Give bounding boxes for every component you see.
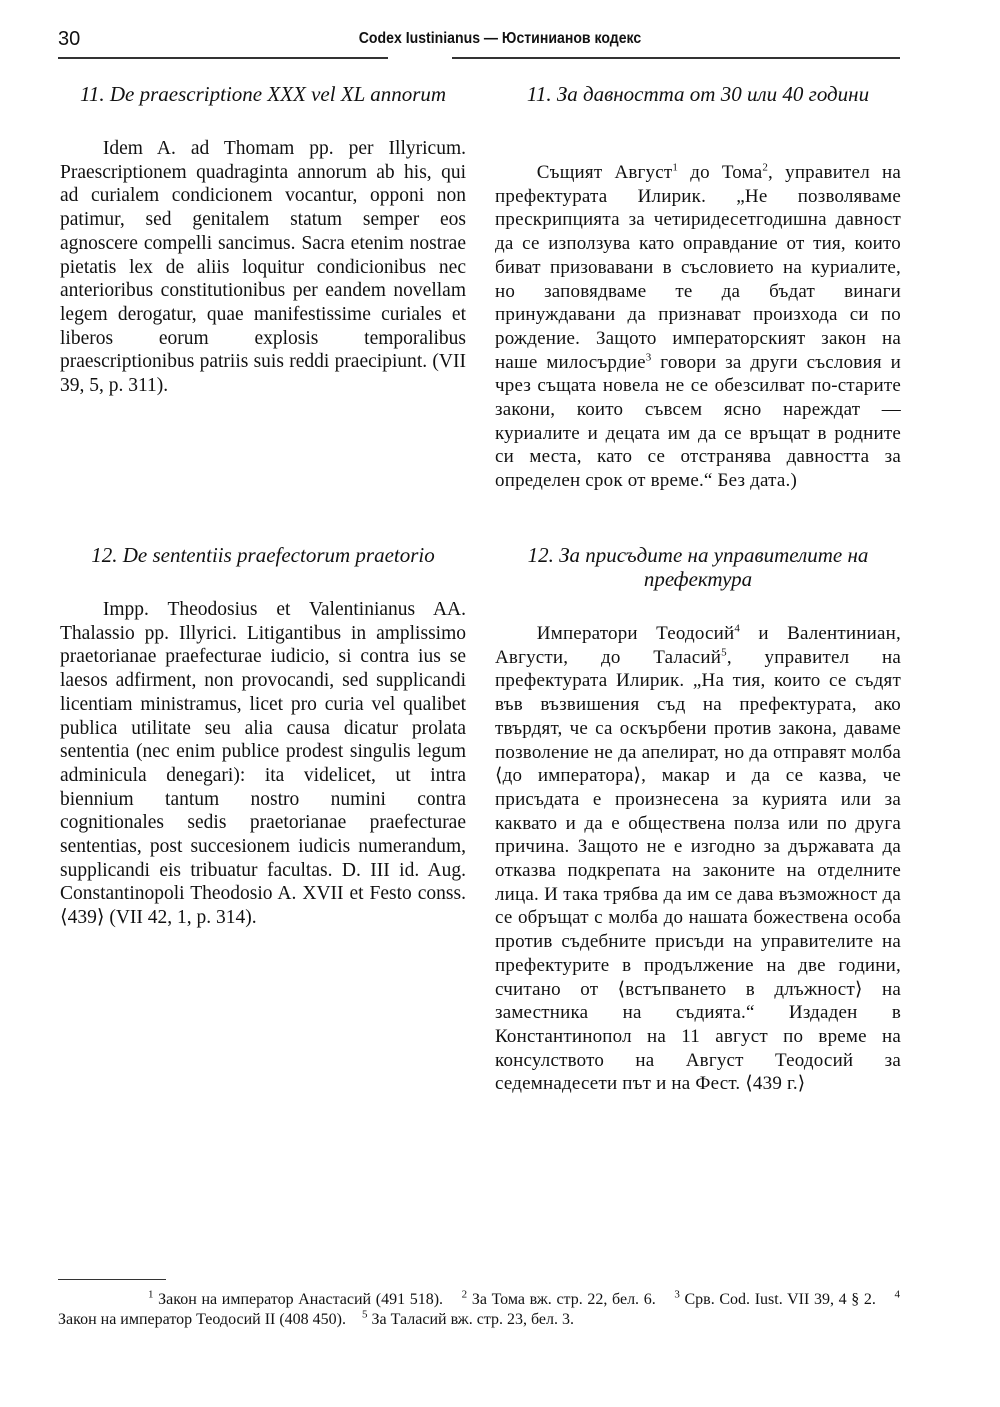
section-12-latin bbox=[60, 543, 466, 930]
section-heading: 12. De sententiis praefectorum praetorio bbox=[91, 543, 435, 567]
footnote-mark: 1 bbox=[148, 1288, 154, 1301]
footnotes bbox=[58, 1290, 900, 1330]
section-11-latin bbox=[60, 82, 466, 398]
running-title: Codex Iustinianus — Юстинианов кодекс bbox=[358, 30, 642, 47]
section-heading: 12. За присъдите на управителите на префектура bbox=[527, 543, 869, 591]
footnote-mark: 4 bbox=[894, 1288, 901, 1301]
footnote-ref[interactable]: 1 bbox=[672, 161, 679, 174]
section-heading: 11. За давността от 30 или 40 години bbox=[526, 82, 870, 106]
footnote-ref[interactable]: 4 bbox=[734, 622, 741, 635]
footnote-text: За Тома вж. стр. 22, бел. 6. bbox=[471, 1291, 656, 1308]
header-rule-right bbox=[452, 57, 900, 59]
footnote-ref[interactable]: 2 bbox=[762, 161, 769, 174]
footnote-mark: 2 bbox=[461, 1288, 468, 1301]
footnote-ref[interactable]: 5 bbox=[721, 646, 727, 659]
section-body: Същият Август$^1$ до Тома$^2$, управител на префектурата Илирик. „Не позволяваме прескрипцията за четиридесетгодишна давност да се използува като оправдание от тия, които биват призовавани в съсловието на куриалите, но заповядваме те да бъдат винаги принуждавани да признават произхода си по рождение. Защото императорският закон на наше милосърдие$^3$ говори за други съсловия и чрез същата новела не се обезсилват по-старите закони, които съвсем ясно нареждат — куриалите и децата им да се връщат в родните си места, като се отстранява давността за определен срок от време.“ Без дата.) bbox=[495, 161, 901, 492]
section-11-bulgarian bbox=[495, 82, 901, 493]
section-body: Императори Теодосий$^4$ и Валентиниан, Августи, до Таласий$^5$, управител на префектурата Илирик. „На тия, които се съдят във възвишения съд на префектурата, ако твърдят, че са оскърбени против закона, даваме позволение не да апелират, но да отправят молба ⟨до императора⟩, макар и да се казва, че присъдата е произнесена за курията или за каквато и да е обществена полза или по друга причина. Защото не е изгодно за държавата да отказва подкрепата на законите на отделните лица. И така трябва да им се дава възможност да се обръщат с молба до нашата божествена особа против съдебните присъди на управителите на префектурите в продължение на две години, считано от ⟨встъпването в длъжност⟩ на заместника на съдията.“ Издаден в Константинопол на 11 август по време на консулството на Август Теодосий за седемнадесети път и на Фест. ⟨439 г.⟩ bbox=[495, 622, 901, 1095]
section-body: Impp. Theodosius et Valentinianus AA. Thalassio pp. Illyrici. Litigantibus in amplissimo praetorianae praefecturae iudicio, si contra ius se laesos adfirment, non provocandi, sed supplicandi licentiam ministramus, licet pro curia vel qualibet publica utilitate seu alia causa dicatur prolata sententia (nec enim publice prodest singulis legum adminicula denegari): ita videlicet, ut intra biennium tantum nostro numini contra cognitionales sedis praetorianae praefecturae sententias, post succesionem iudicis numerandum, supplicandi eis tribuatur facultas. D. III id. Aug. Constantinopoli Theodosio A. XVII et Festo conss. ⟨439⟩ (VII 42, 1, p. 314). bbox=[60, 599, 466, 929]
section-heading: 11. De praescriptione XXX vel XL annorum bbox=[79, 82, 447, 106]
header-rule-left bbox=[58, 57, 388, 59]
section-body: Idem A. ad Thomam pp. per Illyricum. Praescriptionem quadraginta annorum ab his, qui ad curialem condicionem vocantur, opponi non patimur, sed genitalem statum semper eos agnoscere compelli sancimus. Sacra etenim nostrae pietatis lex de aliis loquitur condicionibus nec anterioribus constitutionibus per eandem novellam legem derogatur, quae manifestissime curiales et liberos eorum explosis temporalibus praescriptionibus patriis suis reddi praecipiunt. (VII 39, 5, p. 311). bbox=[60, 138, 466, 397]
footnote-text: Закон на император Теодосий II (408 450). bbox=[58, 1311, 347, 1328]
footnote-text: Срв. Cod. Iust. VII 39, 4 § 2. bbox=[684, 1291, 876, 1308]
footnote-text: За Таласий вж. стр. 23, бел. 3. bbox=[371, 1311, 575, 1328]
footnote-text: Закон на император Анастасий (491 518). bbox=[158, 1291, 444, 1308]
footnote-ref[interactable]: 3 bbox=[645, 351, 652, 364]
section-12-bulgarian bbox=[495, 543, 901, 1096]
footnote-mark: 3 bbox=[674, 1288, 680, 1301]
page-number: 30 bbox=[58, 28, 81, 50]
footnote-mark: 5 bbox=[362, 1308, 368, 1321]
footnote-rule bbox=[58, 1279, 166, 1280]
